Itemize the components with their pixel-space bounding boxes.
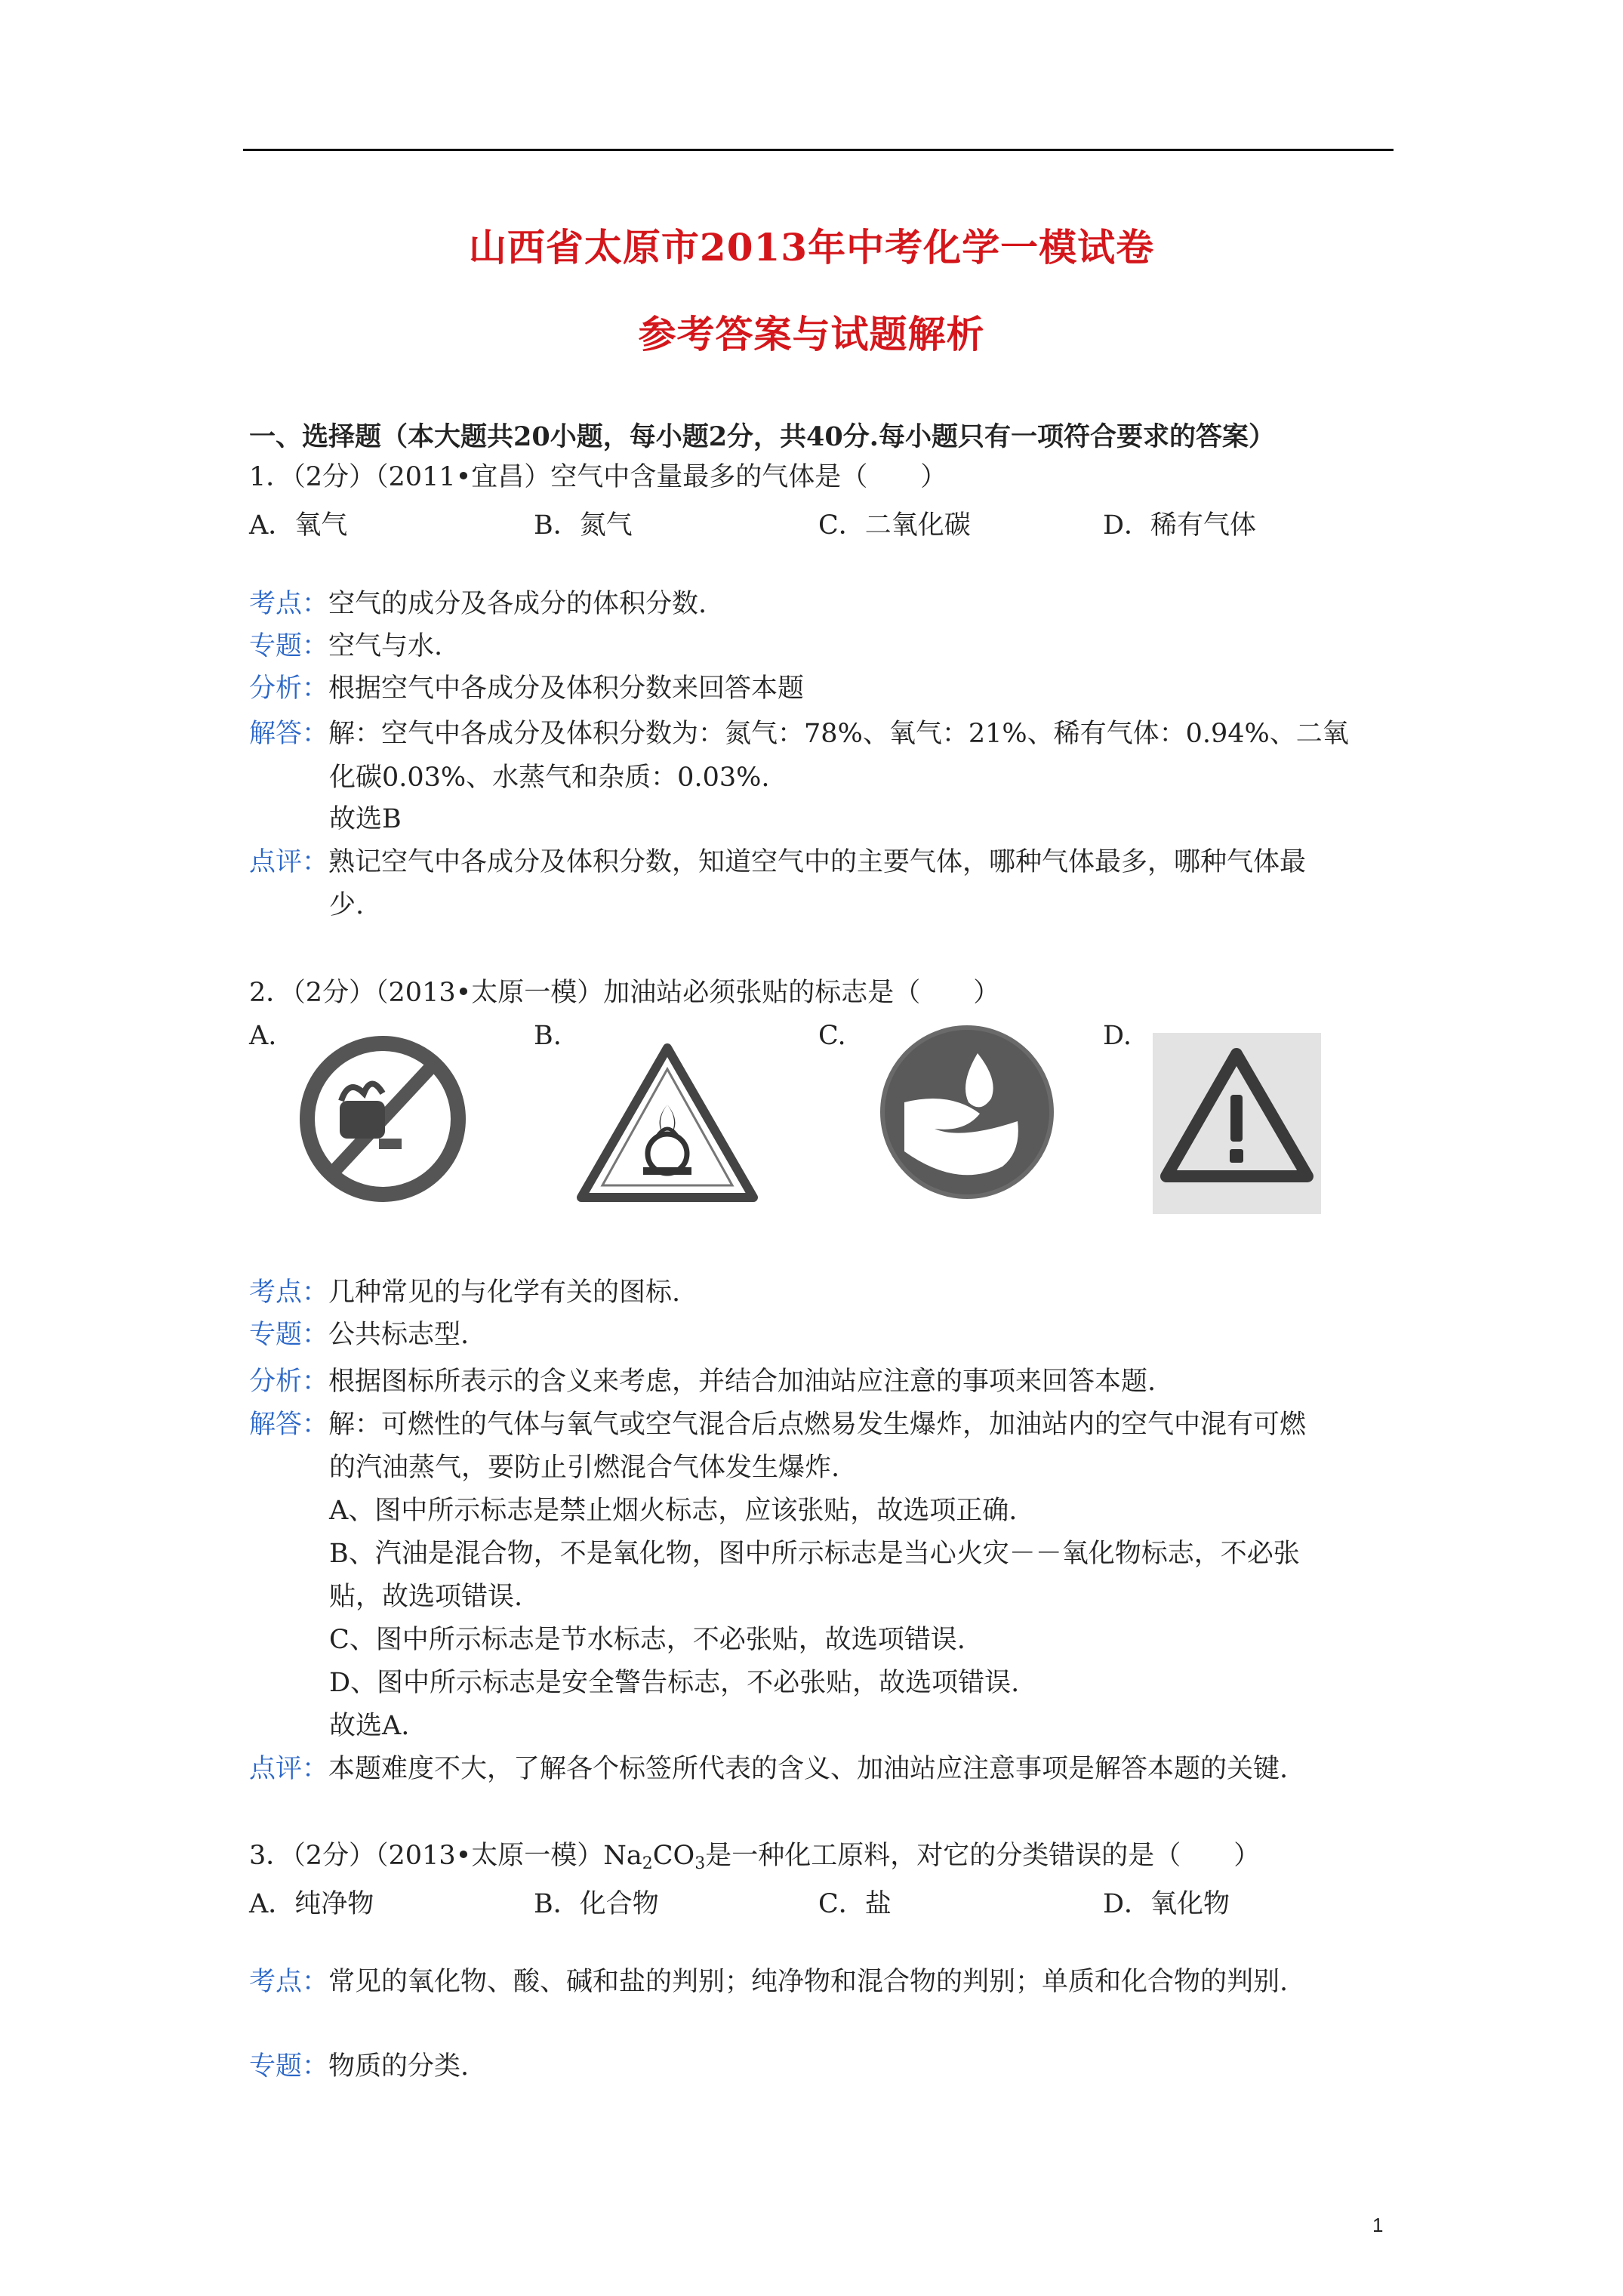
- q1-option-d: D．稀有气体: [1103, 510, 1257, 541]
- dianping-label: 点评: [249, 847, 303, 877]
- q2-option-a: A.: [249, 1021, 277, 1051]
- q1-kaodian: 考点：空气的成分及各成分的体积分数.: [249, 589, 707, 619]
- q2-option-d: D.: [1103, 1021, 1132, 1051]
- q2-jieda-line-3: A、图中所示标志是禁止烟火标志，应该张贴，故选项正确.: [329, 1496, 1018, 1526]
- q1-option-a: A．氧气: [249, 510, 348, 541]
- document-title: 山西省太原市2013年中考化学一模试卷: [468, 225, 1155, 270]
- q2-zhuanti-text: 公共标志型.: [328, 1320, 470, 1350]
- q3-kaodian: 考点：常见的氧化物、酸、碱和盐的判别；纯净物和混合物的判别；单质和化合物的判别.: [249, 1967, 1289, 1997]
- jieda-label: 解答: [249, 1410, 303, 1440]
- q2-jieda-line-8: 故选A.: [329, 1711, 410, 1741]
- dianping-label: 点评: [249, 1754, 303, 1784]
- q2-fenxi-text: 根据图标所表示的含义来考虑，并结合加油站应注意的事项来回答本题.: [328, 1367, 1156, 1397]
- q1-jieda-text-1: 解：空气中各成分及体积分数为：氮气：78%、氧气：21%、稀有气体：0.94%、二氧: [328, 719, 1349, 749]
- q1-dianping: 点评：熟记空气中各成分及体积分数，知道空气中的主要气体，哪种气体最多，哪种气体最: [249, 847, 1307, 877]
- q1-dianping-text-1: 熟记空气中各成分及体积分数，知道空气中的主要气体，哪种气体最多，哪种气体最: [328, 847, 1307, 877]
- q2-jieda-line-5: 贴，故选项错误.: [329, 1582, 523, 1612]
- kaodian-label: 考点: [249, 1277, 303, 1308]
- q2-jieda: 解答：解：可燃性的气体与氧气或空气混合后点燃易发生爆炸，加油站内的空气中混有可燃: [249, 1410, 1307, 1440]
- q3-stem-part-1: 3．（2分）（2013•太原一模）Na: [249, 1841, 642, 1871]
- q1-jieda-line-3: 故选B: [329, 804, 402, 834]
- q3-stem-subscript-2: 3: [694, 1854, 706, 1873]
- q1-option-c: C．二氧化碳: [818, 510, 971, 541]
- q1-fenxi: 分析：根据空气中各成分及体积分数来回答本题: [249, 673, 805, 704]
- q3-zhuanti-text: 物质的分类.: [328, 2051, 470, 2082]
- q1-stem: 1．（2分）（2011•宜昌）空气中含量最多的气体是（ ）: [249, 462, 947, 492]
- q3-option-b: B．化合物: [534, 1889, 659, 1919]
- q2-zhuanti: 专题：公共标志型.: [249, 1320, 470, 1350]
- q2-stem: 2．（2分）（2013•太原一模）加油站必须张贴的标志是（ ）: [249, 978, 1000, 1008]
- fenxi-label: 分析: [249, 673, 303, 704]
- q2-fenxi: 分析：根据图标所表示的含义来考虑，并结合加油站应注意的事项来回答本题.: [249, 1367, 1156, 1397]
- q1-zhuanti: 专题：空气与水.: [249, 631, 443, 661]
- q3-stem-part-3: 是一种化工原料，对它的分类错误的是（ ）: [705, 1841, 1261, 1871]
- jieda-label: 解答: [249, 719, 303, 749]
- q3-option-d: D．氧化物: [1103, 1889, 1230, 1919]
- general-warning-sign-icon: [1153, 1033, 1321, 1214]
- q3-option-c: C．盐: [818, 1889, 892, 1919]
- header-rule: [243, 149, 1394, 151]
- water-saving-sign-icon: [878, 1023, 1056, 1201]
- page-number: 1: [1372, 2214, 1384, 2236]
- section-heading: 一、选择题（本大题共20小题，每小题2分，共40分.每小题只有一项符合要求的答案）: [249, 421, 1275, 452]
- q1-zhuanti-text: 空气与水.: [328, 631, 443, 661]
- q2-jieda-line-2: 的汽油蒸气，要防止引燃混合气体发生爆炸.: [329, 1453, 840, 1483]
- q2-option-c: C.: [818, 1021, 846, 1051]
- q3-stem: [249, 1839, 1260, 1881]
- no-fire-sign-icon: [296, 1025, 470, 1213]
- oxidizer-warning-sign-icon: [574, 1040, 761, 1205]
- kaodian-label: 考点: [249, 589, 303, 619]
- q1-fenxi-text: 根据空气中各成分及体积分数来回答本题: [328, 673, 805, 704]
- q2-dianping-text: 本题难度不大，了解各个标签所代表的含义、加油站应注意事项是解答本题的关键.: [328, 1754, 1289, 1784]
- q2-kaodian-text: 几种常见的与化学有关的图标.: [328, 1277, 681, 1308]
- q1-jieda-line-2: 化碳0.03%、水蒸气和杂质：0.03%.: [329, 763, 770, 793]
- q1-dianping-line-2: 少.: [329, 890, 365, 920]
- q1-kaodian-text: 空气的成分及各成分的体积分数.: [328, 589, 707, 619]
- q2-kaodian: 考点：几种常见的与化学有关的图标.: [249, 1277, 681, 1308]
- q2-jieda-line-7: D、图中所示标志是安全警告标志，不必张贴，故选项错误.: [329, 1668, 1020, 1698]
- q1-option-b: B．氮气: [534, 510, 633, 541]
- q3-option-a: A．纯净物: [249, 1889, 374, 1919]
- document-subtitle: 参考答案与试题解析: [638, 312, 985, 356]
- q3-stem-part-2: CO: [652, 1841, 695, 1871]
- q3-kaodian-text: 常见的氧化物、酸、碱和盐的判别；纯净物和混合物的判别；单质和化合物的判别.: [328, 1967, 1289, 1997]
- zhuanti-label: 专题: [249, 631, 303, 661]
- fenxi-label: 分析: [249, 1367, 303, 1397]
- q3-stem-subscript-1: 2: [642, 1854, 653, 1873]
- q2-option-b: B.: [534, 1021, 562, 1051]
- q3-zhuanti: 专题：物质的分类.: [249, 2051, 470, 2082]
- q2-jieda-line-6: C、图中所示标志是节水标志，不必张贴，故选项错误.: [329, 1625, 965, 1655]
- q2-dianping: 点评：本题难度不大，了解各个标签所代表的含义、加油站应注意事项是解答本题的关键.: [249, 1754, 1289, 1784]
- q2-jieda-text-1: 解：可燃性的气体与氧气或空气混合后点燃易发生爆炸，加油站内的空气中混有可燃: [328, 1410, 1307, 1440]
- zhuanti-label: 专题: [249, 1320, 303, 1350]
- q2-jieda-line-4: B、汽油是混合物，不是氧化物，图中所示标志是当心火灾－－氧化物标志，不必张: [329, 1539, 1300, 1569]
- zhuanti-label: 专题: [249, 2051, 303, 2082]
- q1-jieda: 解答：解：空气中各成分及体积分数为：氮气：78%、氧气：21%、稀有气体：0.94%、二氧: [249, 719, 1349, 749]
- kaodian-label: 考点: [249, 1967, 303, 1997]
